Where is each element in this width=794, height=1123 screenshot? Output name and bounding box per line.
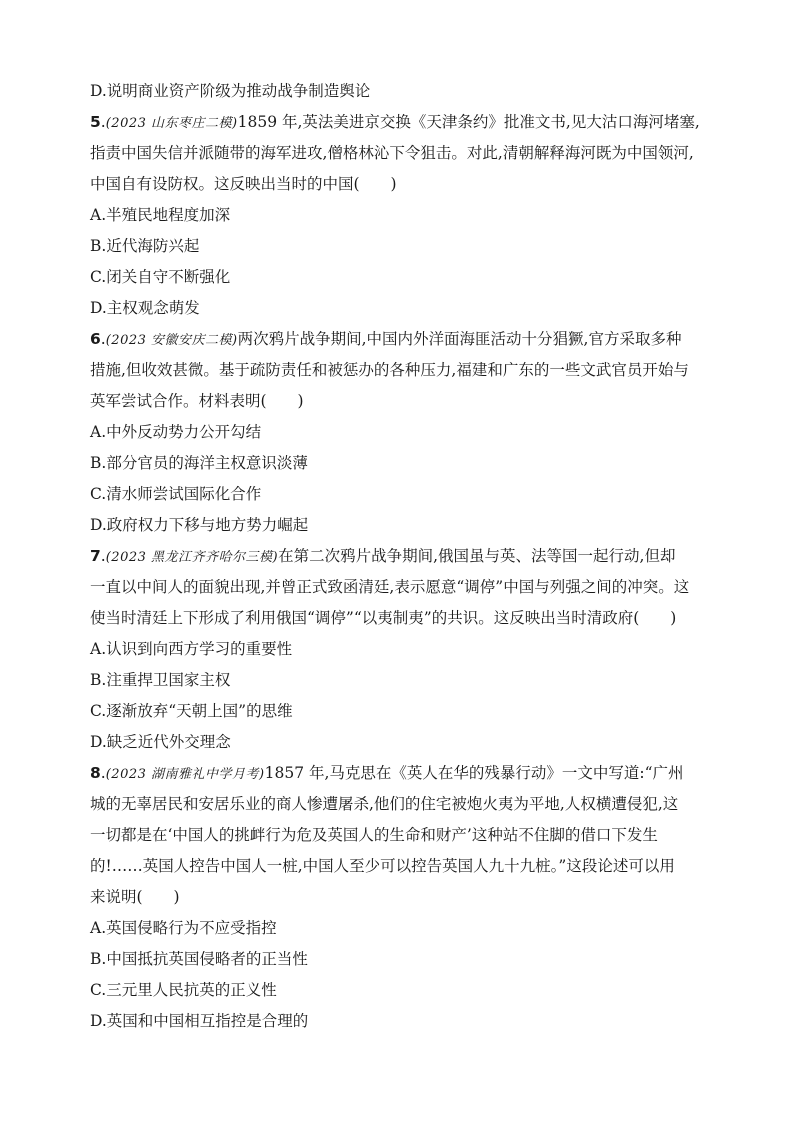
option-c: C.三元里人民抗英的正义性: [90, 981, 277, 999]
question-stem-line: 使当时清廷上下形成了利用俄国“调停”“以夷制夷”的共识。这反映出当时清政府( ): [90, 609, 677, 627]
question-stem-text: 1857 年,马克思在《英人在华的残暴行动》一文中写道:“广州: [264, 764, 684, 782]
question-7: [90, 541, 716, 758]
question-stem-text: 在第二次鸦片战争期间,俄国虽与英、法等国一起行动,但却: [278, 547, 676, 565]
question-number: 5: [90, 113, 101, 131]
option-a: A.英国侵略行为不应受指控: [90, 919, 277, 937]
option-d: D.英国和中国相互指控是合理的: [90, 1012, 309, 1030]
question-stem-line: 7.(2023 黑龙江齐齐哈尔三模)在第二次鸦片战争期间,俄国虽与英、法等国一起行动,但却: [90, 547, 676, 565]
option-d: D.缺乏近代外交理念: [90, 733, 231, 751]
document-page: [90, 76, 716, 1037]
option-d: D.政府权力下移与地方势力崛起: [90, 516, 309, 534]
question-5: [90, 107, 716, 324]
option-c: C.清水师尝试国际化合作: [90, 485, 262, 503]
question-stem-line: 城的无辜居民和安居乐业的商人惨遭屠杀,他们的住宅被炮火夷为平地,人权横遭侵犯,这: [90, 795, 679, 813]
question-source: (2023 黑龙江齐齐哈尔三模): [105, 550, 279, 565]
question-stem-line: 中国自有设防权。这反映出当时的中国( ): [90, 175, 397, 193]
question-number: 8: [90, 764, 101, 782]
question-stem-line: 5.(2023 山东枣庄二模)1859 年,英法美进京交换《天津条约》批准文书,见大沽口海河堵塞,: [90, 113, 700, 131]
option-b: B.中国抵抗英国侵略者的正当性: [90, 950, 308, 968]
question-stem-line: 6.(2023 安徽安庆二模)两次鸦片战争期间,中国内外洋面海匪活动十分猖獗,官方采取多种: [90, 330, 682, 348]
option-b: B.部分官员的海洋主权意识淡薄: [90, 454, 308, 472]
question-stem-line: 英军尝试合作。材料表明( ): [90, 392, 304, 410]
question-stem-line: 一切都是在‘中国人的挑衅行为危及英国人的生命和财产’这种站不住脚的借口下发生: [90, 826, 658, 844]
question-stem-line: 来说明( ): [90, 888, 180, 906]
option-a: A.认识到向西方学习的重要性: [90, 640, 293, 658]
option-c: C.闭关自守不断强化: [90, 268, 231, 286]
question-number: 7: [90, 547, 101, 565]
question-stem-line: 一直以中间人的面貌出现,并曾正式致函清廷,表示愿意“调停”中国与列强之间的冲突。这: [90, 578, 690, 596]
question-6: [90, 324, 716, 541]
question-source: (2023 山东枣庄二模): [105, 116, 238, 131]
option-d: D.主权观念萌发: [90, 299, 200, 317]
question-8: [90, 758, 716, 1037]
question-number: 6: [90, 330, 101, 348]
question-stem-text: 两次鸦片战争期间,中国内外洋面海匪活动十分猖獗,官方采取多种: [237, 330, 682, 348]
option-b: B.注重捍卫国家主权: [90, 671, 231, 689]
option-c: C.逐渐放弃“天朝上国”的思维: [90, 702, 293, 720]
question-stem-line: 的!……英国人控告中国人一桩,中国人至少可以控告英国人九十九桩。”这段论述可以用: [90, 857, 675, 875]
option-b: B.近代海防兴起: [90, 237, 200, 255]
option-a: A.中外反动势力公开勾结: [90, 423, 262, 441]
option-a: A.半殖民地程度加深: [90, 206, 231, 224]
question-stem-line: 指责中国失信并派随带的海军进攻,僧格林沁下令狙击。对此,清朝解释海河既为中国领河,: [90, 144, 694, 162]
question-stem-line: 措施,但收效甚微。基于疏防责任和被惩办的各种压力,福建和广东的一些文武官员开始与: [90, 361, 689, 379]
question-source: (2023 湖南雅礼中学月考): [105, 767, 265, 782]
prev-question-option-d: D.说明商业资产阶级为推动战争制造舆论: [90, 82, 371, 100]
question-stem-line: 8.(2023 湖南雅礼中学月考)1857 年,马克思在《英人在华的残暴行动》一文中写道:“广州: [90, 764, 684, 782]
question-stem-text: 1859 年,英法美进京交换《天津条约》批准文书,见大沽口海河堵塞,: [237, 113, 700, 131]
question-source: (2023 安徽安庆二模): [105, 333, 238, 348]
